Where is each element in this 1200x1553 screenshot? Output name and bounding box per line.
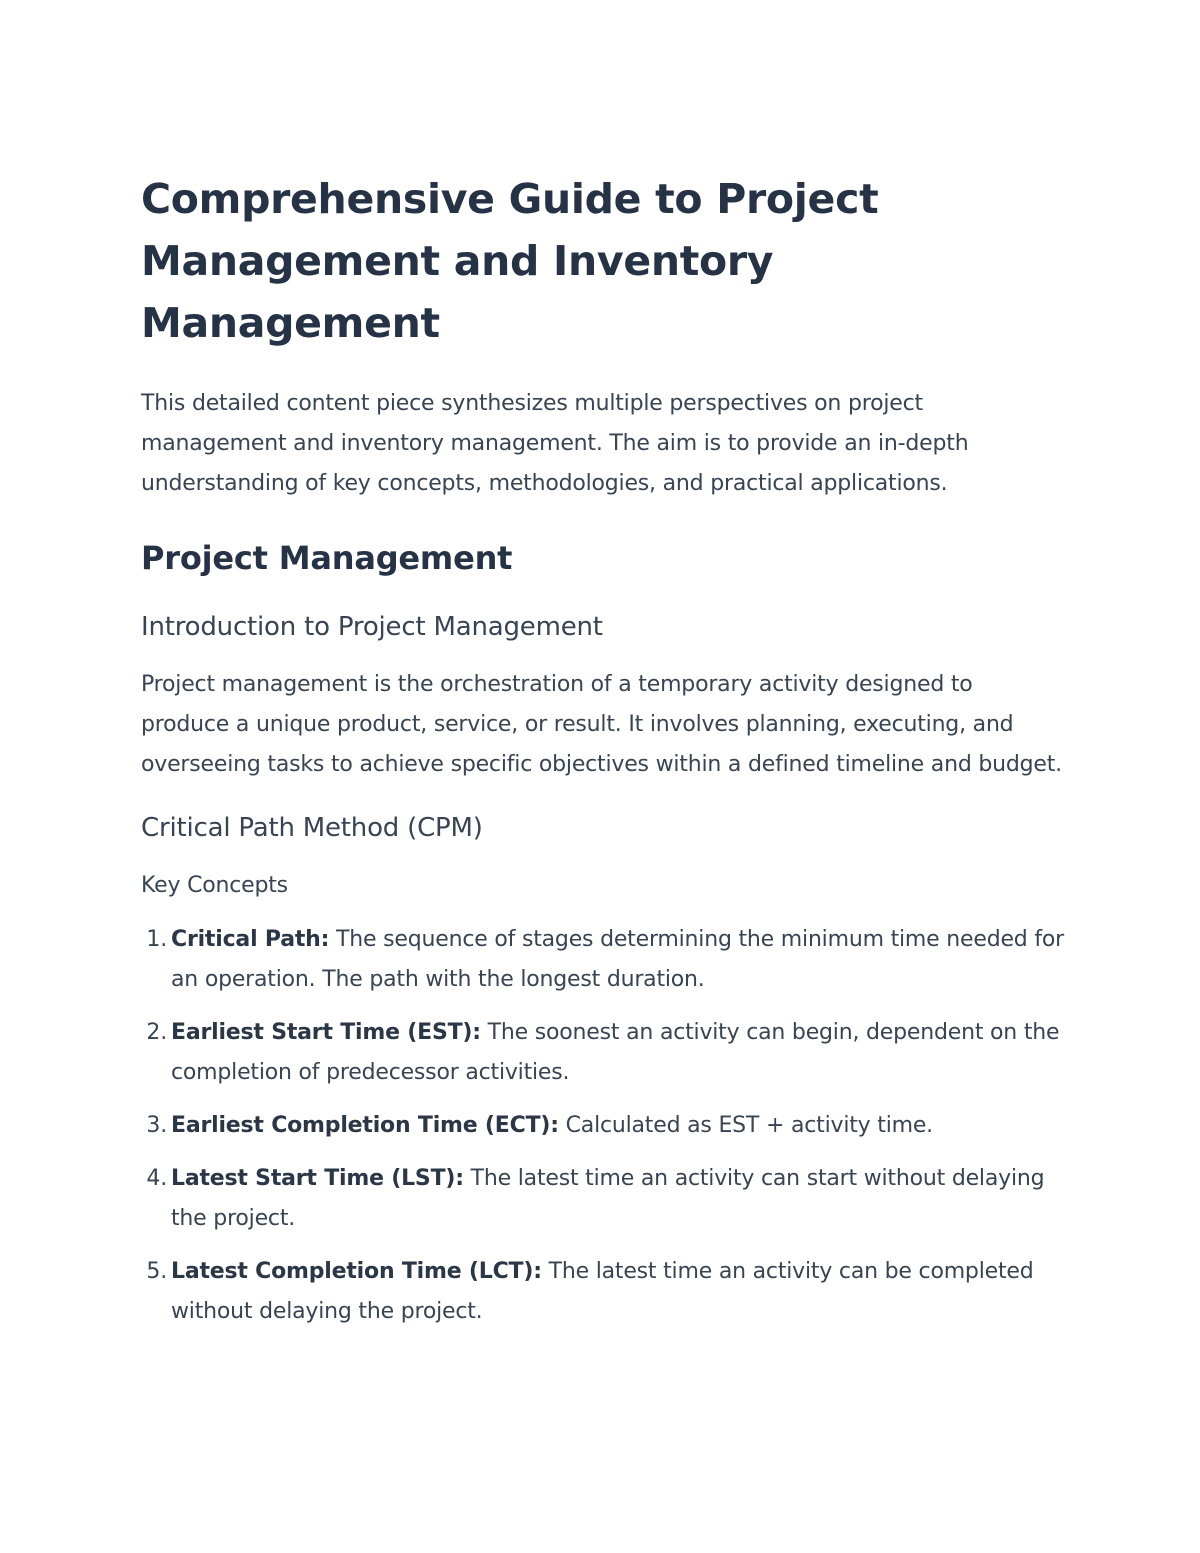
list-item [141, 1252, 1066, 1332]
list-item-text: The soonest an activity can begin, dependent on the completion of predecessor activities. [171, 1020, 1060, 1085]
list-item-number: 5. [146, 1259, 167, 1284]
list-item-number: 3. [146, 1113, 167, 1138]
list-item-number: 2. [146, 1020, 167, 1045]
list-item-text: The latest time an activity can start without delaying the project. [171, 1166, 1045, 1231]
list-item-number: 1. [146, 927, 167, 952]
introduction-paragraph: Project management is the orchestration of a temporary activity designed to produce a unique product, service, or result. It involves planning, executing, and overseeing tasks to achieve specific objectives within a defined timeline and budget. [141, 672, 1062, 777]
list-item-term: Latest Completion Time (LCT): [171, 1259, 542, 1284]
subheading-introduction: Introduction to Project Management [141, 612, 603, 642]
list-item [141, 1159, 1066, 1239]
list-item-text: Calculated as EST + activity time. [558, 1113, 933, 1138]
list-item [141, 1013, 1066, 1093]
list-item-text: The sequence of stages determining the minimum time needed for an operation. The path with the longest duration. [171, 927, 1065, 992]
section-heading-project-management: Project Management [141, 539, 513, 577]
document-page [141, 168, 1066, 1345]
subheading-cpm: Critical Path Method (CPM) [141, 813, 483, 843]
list-item-term: Earliest Completion Time (ECT): [171, 1113, 559, 1138]
list-item [141, 1106, 1066, 1146]
list-item-text: The latest time an activity can be completed without delaying the project. [171, 1259, 1034, 1324]
key-concepts-list [141, 920, 1066, 1332]
intro-paragraph: This detailed content piece synthesizes multiple perspectives on project management and inventory management. The aim is to provide an in-depth understanding of key concepts, methodologies, and practical applications. [141, 391, 969, 496]
list-item [141, 920, 1066, 1000]
list-item-term: Earliest Start Time (EST): [171, 1020, 481, 1045]
key-concepts-heading: Key Concepts [141, 873, 288, 898]
list-item-term: Latest Start Time (LST): [171, 1166, 464, 1191]
document-title: Comprehensive Guide to Project Management and Inventory Management [141, 175, 879, 347]
list-item-number: 4. [146, 1166, 167, 1191]
list-item-term: Critical Path: [171, 927, 330, 952]
